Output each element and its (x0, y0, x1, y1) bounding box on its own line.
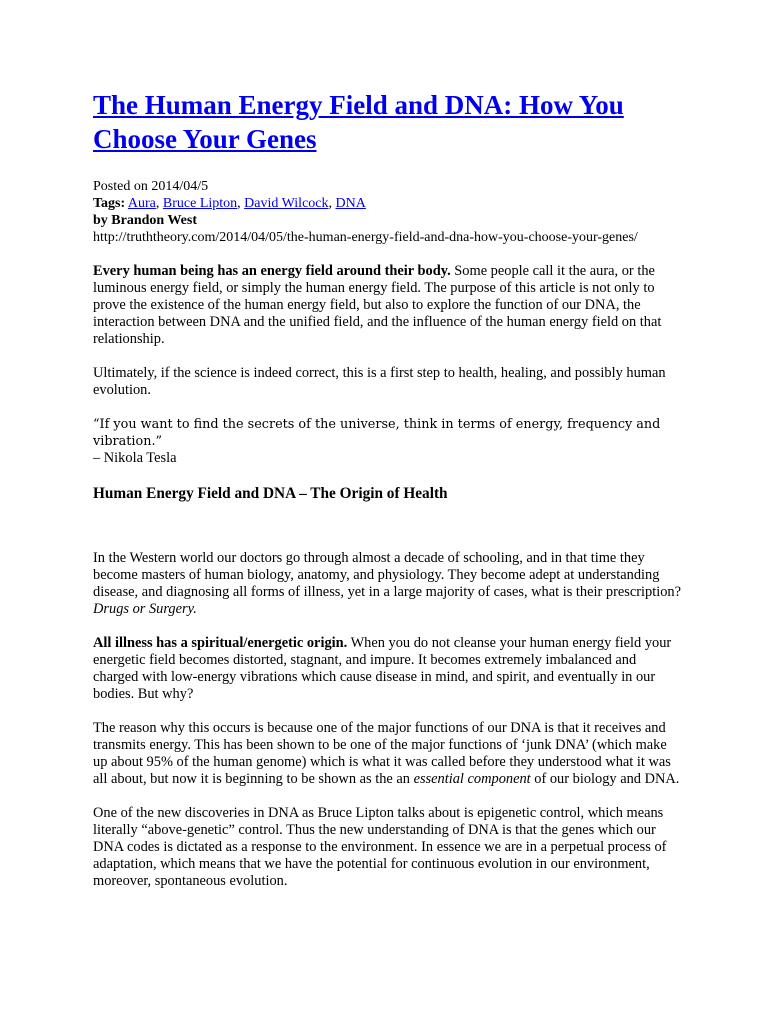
paragraph-5-emphasis: essential component (413, 771, 531, 787)
tag-link-aura[interactable]: Aura (127, 196, 156, 211)
quote-text: “If you want to find the secrets of the universe, think in terms of energy, frequency and vibration.” (93, 417, 661, 449)
paragraph-1 (93, 263, 683, 348)
paragraph-5-end: of our biology and DNA. (530, 771, 680, 787)
paragraph-1-lead: Every human being has an energy field around their body. (93, 263, 451, 279)
paragraph-4-body: When you do not cleanse your human energy field your energetic field becomes distorted, stagnant, and impure. It becomes extremely imbalanced and charged with low-energy vibrations which cause disease in mind, and spirit, and eventually in our bodies. But why? (93, 635, 672, 702)
paragraph-2: Ultimately, if the science is indeed correct, this is a first step to health, healing, and possibly human evolution. (93, 365, 666, 398)
posted-date: 2014/04/5 (151, 179, 209, 194)
document-page (93, 88, 683, 890)
posted-line (93, 178, 683, 195)
paragraph-4-lead: All illness has a spiritual/energetic origin. (93, 635, 348, 651)
byline: by Brandon West (93, 213, 197, 228)
title-link[interactable]: The Human Energy Field and DNA: How You Choose Your Genes (93, 90, 624, 154)
paragraph-5 (93, 720, 683, 788)
tag-link-bruce-lipton[interactable]: Bruce Lipton (162, 196, 238, 211)
page-title (93, 88, 683, 156)
posted-label: Posted on (93, 179, 152, 194)
paragraph-3-emphasis: Drugs or Surgery. (93, 601, 197, 617)
source-url: http://truththeory.com/2014/04/05/the-human-energy-field-and-dna-how-you-choose-your-genes/ (93, 230, 638, 245)
tags-line: Tags: Aura, Bruce Lipton, David Wilcock, DNA (93, 196, 366, 211)
quote-block (93, 416, 683, 467)
paragraph-6: One of the new discoveries in DNA as Bruce Lipton talks about is epigenetic control, which means literally “above-genetic” control. Thus the new understanding of DNA is that the genes which our DNA codes is dictated as a response to the environment. In essence we are in a perpetual process of adaptation, which means that we have the potential for continuous evolution in our environment, moreover, spontaneous evolution. (93, 805, 667, 889)
tag-link-david-wilcock[interactable]: David Wilcock (244, 196, 329, 211)
paragraph-3-body: In the Western world our doctors go through almost a decade of schooling, and in that time they become masters of human biology, anatomy, and physiology. They become adept at understanding disease, and diagnosing all forms of illness, yet in a large majority of cases, what is their prescription? (93, 550, 681, 600)
tags-label: Tags: (93, 196, 126, 211)
spacer (93, 504, 683, 550)
quote-author: – Nikola Tesla (93, 450, 177, 466)
section-heading: Human Energy Field and DNA – The Origin of Health (93, 485, 448, 502)
paragraph-3 (93, 550, 683, 618)
post-meta (93, 178, 683, 246)
paragraph-5-body: The reason why this occurs is because one of the major functions of our DNA is that it receives and transmits energy. This has been shown to be one of the major functions of ‘junk DNA’ (which make up about 95% of the human genome) which is what it was called before they understood what it was all about, but now it is beginning to be shown as the an (93, 720, 671, 787)
paragraph-1-body: Some people call it the aura, or the luminous energy field, or simply the human energy field. The purpose of this article is not only to prove the existence of the human energy field, but also to explore the function of our DNA, the interaction between DNA and the unified field, and the influence of the human energy field on that relationship. (93, 263, 662, 347)
tag-link-dna[interactable]: DNA (335, 196, 366, 211)
paragraph-4 (93, 635, 683, 703)
